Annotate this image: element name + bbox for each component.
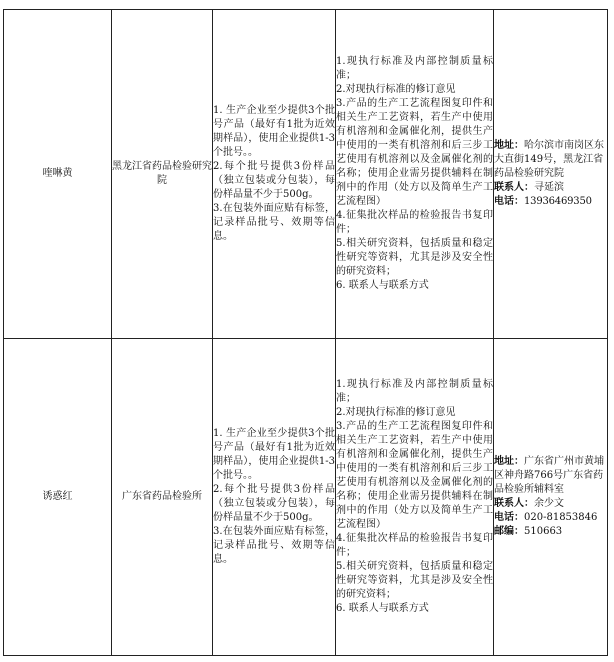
sample-requirement-item: 2.每个批号提供3份样品（独立包装或分包装），每份样品量不少于500g。	[213, 161, 335, 200]
address-value: 哈尔滨市南岗区东大直街149号，黑龙江省药品检验研究院	[494, 140, 604, 179]
contact-address	[494, 139, 607, 181]
person-value: 余少文	[534, 498, 564, 509]
material-item: 5.相关研究资料，包括质量和稳定性研究等资料，尤其是涉及安全性的研究资料；	[336, 561, 493, 600]
contact-cell	[494, 10, 608, 339]
material-item: 5.相关研究资料，包括质量和稳定性研究等资料，尤其是涉及安全性的研究资料；	[336, 238, 493, 277]
materials-cell	[336, 339, 494, 656]
sample-requirement-item: 1. 生产企业至少提供3个批号产品（最好有1批为近效期样品），使用企业提供1-3个批号。。	[213, 428, 335, 481]
contact-postcode	[494, 525, 607, 539]
table-row	[4, 10, 608, 339]
material-item: 3.产品的生产工艺流程图复印件和相关生产工艺资料，若生产中使用有机溶剂和金属催化剂，提供生产中使用的一类有机溶剂和后三步工艺使用有机溶剂以及金属催化剂的名称；使用企业需另提供辅料在制剂中的作用（处方以及简单生产工艺流程图）	[336, 421, 493, 530]
material-item: 1.现执行标准及内部控制质量标准；	[336, 379, 493, 404]
person-label: 联系人：	[494, 182, 534, 193]
contact-person	[494, 497, 607, 511]
contact-cell	[494, 339, 608, 656]
excipient-name: 喹啉黄	[42, 168, 73, 179]
materials-cell	[336, 10, 494, 339]
contact-phone	[494, 195, 607, 209]
material-item: 2.对现执行标准的修订意见	[336, 407, 456, 418]
institution-name: 广东省药品检验所	[122, 491, 202, 502]
material-item: 4.征集批次样品的检验报告书复印件；	[336, 533, 493, 558]
postcode-value: 510663	[524, 526, 563, 537]
material-item: 3.产品的生产工艺流程图复印件和相关生产工艺资料，若生产中使用有机溶剂和金属催化剂，提供生产中使用的一类有机溶剂和后三步工艺使用有机溶剂以及金属催化剂的名称；使用企业需另提供辅料在制剂中的作用（处方以及简单生产工艺流程图）	[336, 98, 493, 207]
institution-name: 黑龙江省药品检验研究院	[112, 161, 212, 186]
sample-requirements-cell	[213, 10, 336, 339]
postcode-label: 邮编：	[494, 526, 524, 537]
phone-value: 020-81853846	[524, 512, 598, 523]
material-item: 4.征集批次样品的检验报告书复印件；	[336, 210, 493, 235]
excipient-name: 诱惑红	[42, 491, 73, 502]
phone-value: 13936469350	[524, 196, 592, 207]
sample-requirements-cell	[213, 339, 336, 656]
table-row	[4, 339, 608, 656]
person-label: 联系人：	[494, 498, 534, 509]
institution-cell	[112, 339, 213, 656]
sample-requirement-item: 1. 生产企业至少提供3个批号产品（最好有1批为近效期样品），使用企业提供1-3个批号。。	[213, 105, 335, 158]
excipient-name-cell	[4, 10, 112, 339]
address-label: 地址：	[494, 140, 524, 151]
address-label: 地址：	[494, 456, 524, 467]
sample-requirement-item: 3.在包装外面应贴有标签，记录样品批号、效期等信息。	[213, 203, 335, 242]
phone-label: 电话：	[494, 196, 524, 207]
contact-phone	[494, 511, 607, 525]
excipient-name-cell	[4, 339, 112, 656]
material-item: 1.现执行标准及内部控制质量标准；	[336, 56, 493, 81]
material-item: 2.对现执行标准的修订意见	[336, 84, 456, 95]
material-item: 6. 联系人与联系方式	[336, 603, 429, 614]
sample-requirement-item: 2.每个批号提供3份样品（独立包装或分包装），每份样品量不少于500g。	[213, 484, 335, 523]
contact-address	[494, 455, 607, 497]
excipient-sampling-table	[3, 9, 608, 656]
phone-label: 电话：	[494, 512, 524, 523]
sample-requirement-item: 3.在包装外面应贴有标签，记录样品批号、效期等信息。	[213, 526, 335, 565]
address-value: 广东省广州市黄埔区神舟路766号广东省药品检验所辅料室	[494, 456, 604, 495]
institution-cell	[112, 10, 213, 339]
person-value: 寻延滨	[534, 182, 564, 193]
contact-person	[494, 181, 607, 195]
material-item: 6. 联系人与联系方式	[336, 280, 429, 291]
